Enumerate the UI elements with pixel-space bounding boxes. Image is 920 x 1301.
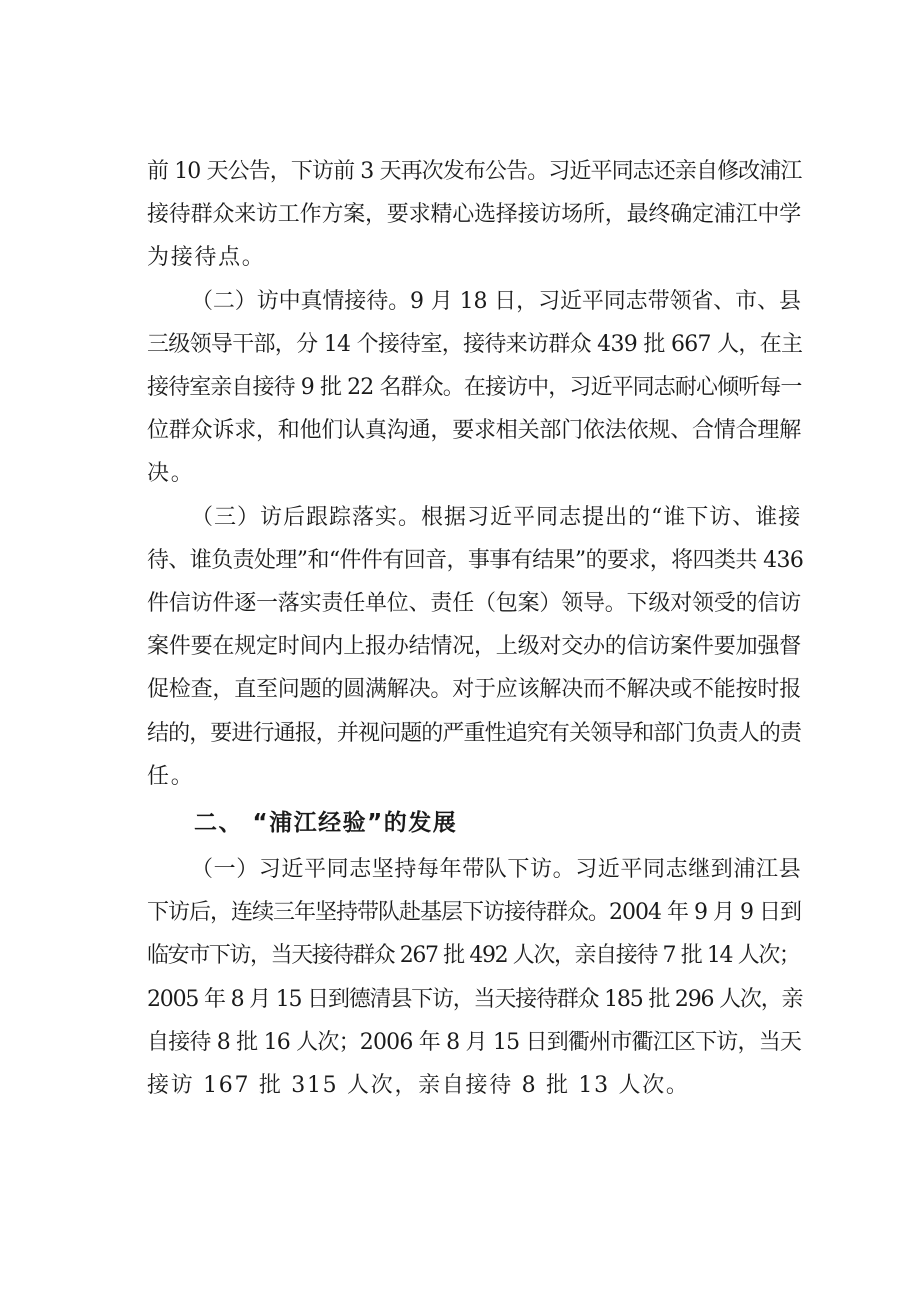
paragraph-1 xyxy=(147,150,803,280)
document-page xyxy=(147,150,803,1107)
paragraph-line: 自接待 8 批 16 人次；2006 年 8 月 15 日到衢州市衢江区下访，当天 xyxy=(147,1029,802,1055)
paragraph-line: 件信访件逐一落实责任单位、责任（包案）领导。下级对领受的信访 xyxy=(147,591,802,617)
paragraph-line: 案件要在规定时间内上报办结情况，上级对交办的信访案件要加强督 xyxy=(147,634,802,660)
paragraph-line: 接待室亲自接待 9 批 22 名群众。在接访中，习近平同志耐心倾听每一 xyxy=(147,375,802,401)
paragraph-line: 结的，要进行通报，并视问题的严重性追究有关领导和部门负责人的责 xyxy=(147,720,802,746)
paragraph-line: 接待群众来访工作方案，要求精心选择接访场所，最终确定浦江中学 xyxy=(147,202,802,228)
paragraph-line: 接访 167 批 315 人次，亲自接待 8 批 13 人次。 xyxy=(147,1073,690,1099)
section-heading: 二、 “浦江经验”的发展 xyxy=(194,810,458,837)
paragraph-line: 待、谁负责处理”和“件件有回音，事事有结果”的要求，将四类共 436 xyxy=(147,547,804,573)
paragraph-3 xyxy=(147,496,803,798)
paragraph-line: 前 10 天公告，下访前 3 天再次发布公告。习近平同志还亲自修改浦江 xyxy=(147,159,802,184)
paragraph-line: 2005 年 8 月 15 日到德清县下访，当天接待群众 185 批 296 人次，亲 xyxy=(147,986,803,1012)
paragraph-line: 促检查，直至问题的圆满解决。对于应该解决而不解决或不能按时报 xyxy=(147,677,802,703)
paragraph-line: 三级领导干部，分 14 个接待室，接待来访群众 439 批 667 人，在主 xyxy=(147,331,803,357)
paragraph-line: （三）访后跟踪落实。根据习近平同志提出的“谁下访、谁接 xyxy=(191,504,802,530)
paragraph-2 xyxy=(147,280,803,496)
paragraph-line: 位群众诉求，和他们认真沟通，要求相关部门依法依规、合情合理解 xyxy=(147,418,802,444)
paragraph-line: （二）访中真情接待。9 月 18 日，习近平同志带领省、市、县 xyxy=(191,288,801,314)
paragraph-line: 任。 xyxy=(147,763,195,789)
paragraph-line: 下访后，连续三年坚持带队赴基层下访接待群众。2004 年 9 月 9 日到 xyxy=(147,900,801,926)
paragraph-4 xyxy=(147,848,803,1107)
paragraph-line: 为接待点。 xyxy=(147,245,266,271)
paragraph-line: 决。 xyxy=(147,461,195,487)
paragraph-line: （一）习近平同志坚持每年带队下访。习近平同志继到浦江县 xyxy=(191,857,802,883)
paragraph-line: 临安市下访，当天接待群众 267 批 492 人次，亲自接待 7 批 14 人次； xyxy=(147,943,800,969)
